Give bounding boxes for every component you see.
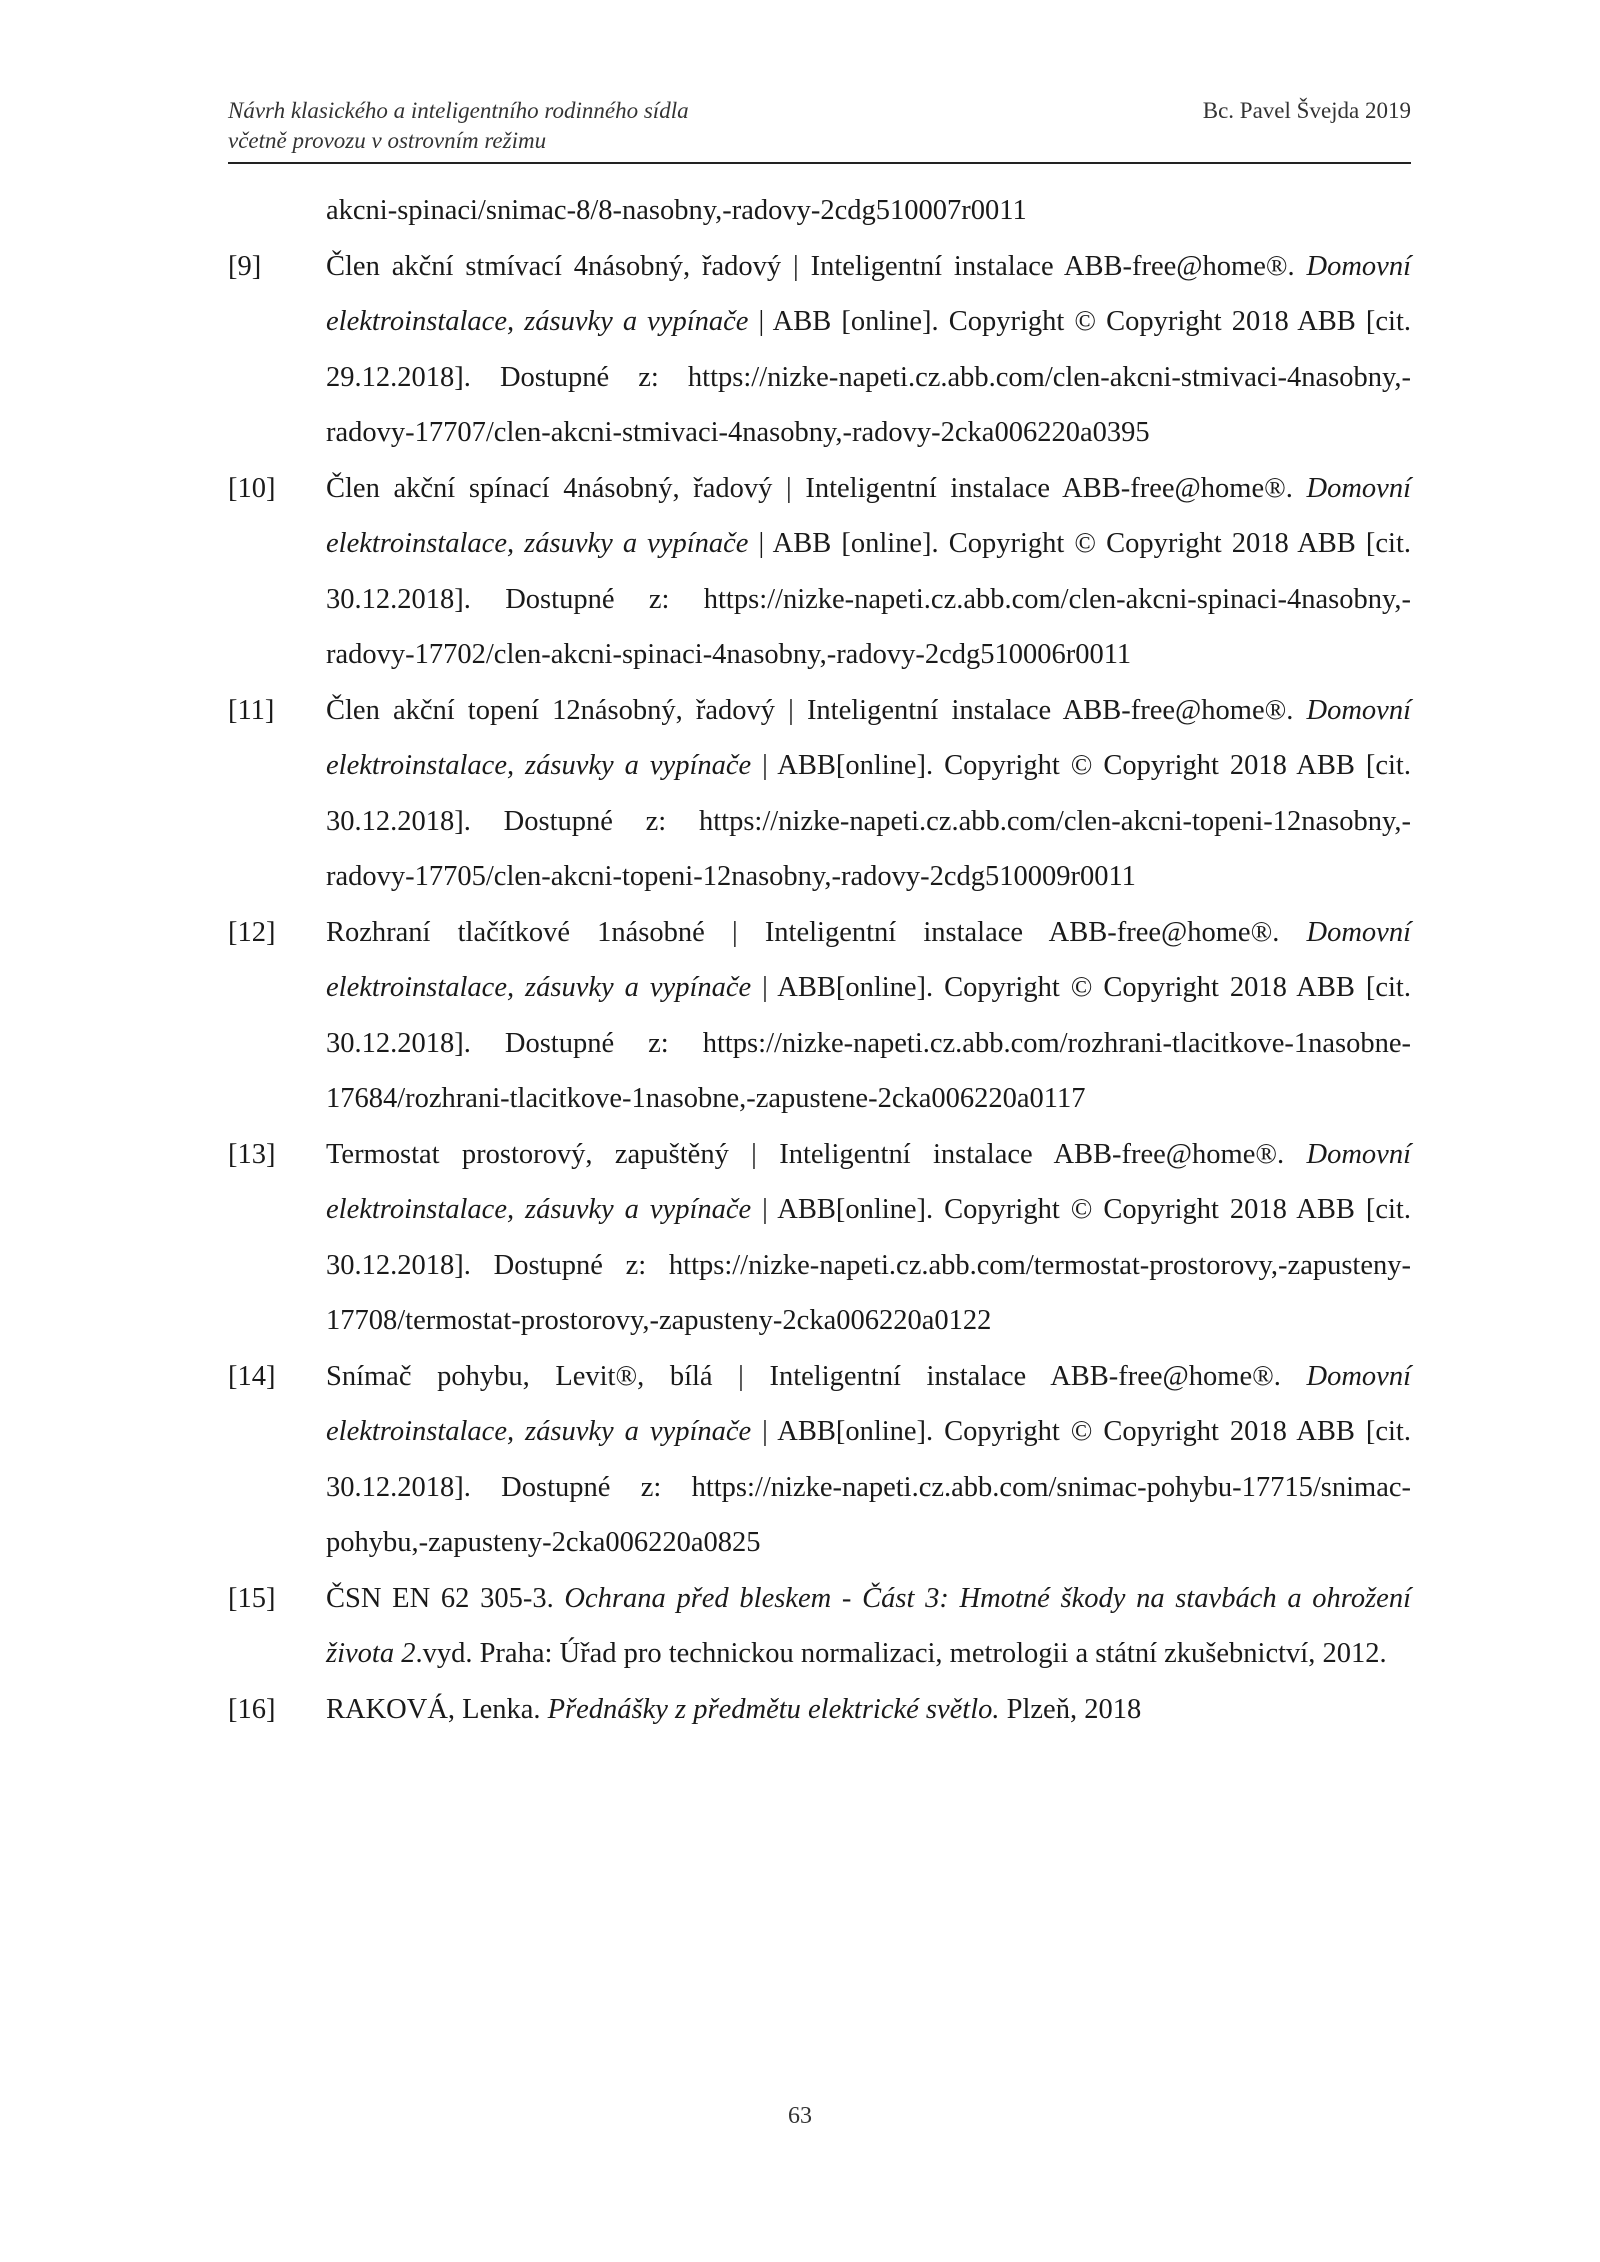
reference-text-plain: ČSN EN 62 305-3. [326,1582,565,1614]
reference-number: [13] [228,1138,276,1170]
reference-text-plain: | ABB [online]. Copyright © Copyright 2018 ABB [cit. 30.12.2018]. Dostupné z: https://nizke-napeti.cz.abb.com/clen-akcni-spinaci-4nasobny,-radovy-17702/clen-akcni-spinaci-4nasobny,-radovy-2cdg510006r0011 [326,528,1411,670]
reference-text-plain: Snímač pohybu, Levit®, bílá | Inteligentní instalace ABB-free@home®. [326,1360,1307,1392]
reference-number: [12] [228,916,276,948]
reference-text-italic: Ochrana před bleskem - Část 3: Hmotné škody na stavbách a ohrožení života 2 [326,1582,1411,1669]
reference-text-plain: Rozhraní tlačítkové 1násobné | Inteligentní instalace ABB-free@home®. [326,916,1307,948]
reference-text-plain: Člen akční topení 12násobný, řadový | Inteligentní instalace ABB-free@home®. [326,694,1307,726]
reference-entry [228,905,1411,1127]
reference-entry [228,683,1411,905]
reference-number: [10] [228,472,276,504]
document-title-line-2: včetně provozu v ostrovním režimu [228,128,547,153]
reference-text [326,683,1411,905]
reference-text-plain: | ABB [online]. Copyright © Copyright 2018 ABB [cit. 29.12.2018]. Dostupné z: https://nizke-napeti.cz.abb.com/clen-akcni-stmivaci-4nasobny,-radovy-17707/clen-akcni-stmivaci-4nasobny,-radovy-2cka006220a0395 [326,306,1411,448]
reference-text-plain: | ABB[online]. Copyright © Copyright 2018 ABB [cit. 30.12.2018]. Dostupné z: https://nizke-napeti.cz.abb.com/termostat-prostorovy,-zapusteny-17708/termostat-prostorovy,-zapusteny-2cka006220a0122 [326,1194,1411,1336]
reference-text [326,1571,1411,1682]
reference-text-plain: Člen akční stmívací 4násobný, řadový | Inteligentní instalace ABB-free@home®. [326,250,1307,282]
reference-number: [11] [228,694,275,726]
reference-text-italic: Domovní elektroinstalace, zásuvky a vypínače [326,1138,1411,1225]
reference-text-plain: Plzeň, 2018 [999,1693,1142,1725]
reference-text [326,1127,1411,1349]
reference-continuation: akcni-spinaci/snimac-8/8-nasobny,-radovy-2cdg510007r0011 [326,195,1027,226]
reference-entries [228,239,1411,1738]
reference-entry [228,461,1411,683]
reference-text [326,905,1411,1127]
reference-text [326,461,1411,683]
reference-text [326,239,1411,461]
reference-entry [228,239,1411,461]
reference-entry [228,1682,1411,1738]
reference-text [326,1349,1411,1571]
reference-text-italic: Domovní elektroinstalace, zásuvky a vypínače [326,250,1411,337]
page-number: 63 [788,2103,812,2129]
reference-text-plain: RAKOVÁ, Lenka. [326,1693,548,1725]
reference-number: [14] [228,1360,276,1392]
page-header [228,96,1411,164]
reference-text-plain: | ABB[online]. Copyright © Copyright 2018 ABB [cit. 30.12.2018]. Dostupné z: https://nizke-napeti.cz.abb.com/clen-akcni-topeni-12nasobny,-radovy-17705/clen-akcni-topeni-12nasobny,-radovy-2cdg510009r0011 [326,750,1411,892]
reference-text-plain: .vyd. Praha: Úřad pro technickou normalizaci, metrologii a státní zkušebnictví, 2012. [415,1638,1387,1669]
reference-text-italic: Přednášky z předmětu elektrické světlo. [547,1693,1000,1725]
reference-text-plain: Člen akční spínací 4násobný, řadový | Inteligentní instalace ABB-free@home®. [326,472,1307,504]
reference-number: [15] [228,1582,276,1614]
reference-number: [16] [228,1693,276,1725]
reference-text [326,1682,1411,1738]
document-title [228,96,689,156]
reference-entry [228,1349,1411,1571]
document-title-line-1: Návrh klasického a inteligentního rodinného sídla [228,98,689,123]
reference-text-italic: Domovní elektroinstalace, zásuvky a vypínače [326,1360,1411,1447]
author-year: Bc. Pavel Švejda 2019 [1202,98,1411,123]
reference-entry [228,1571,1411,1682]
reference-text-italic: Domovní elektroinstalace, zásuvky a vypínače [326,694,1411,781]
reference-text-plain: Termostat prostorový, zapuštěný | Inteligentní instalace ABB-free@home®. [326,1138,1307,1170]
reference-text-plain: | ABB[online]. Copyright © Copyright 2018 ABB [cit. 30.12.2018]. Dostupné z: https://nizke-napeti.cz.abb.com/snimac-pohybu-17715/snimac-pohybu,-zapusteny-2cka006220a0825 [326,1416,1411,1558]
reference-text-plain: | ABB[online]. Copyright © Copyright 2018 ABB [cit. 30.12.2018]. Dostupné z: https://nizke-napeti.cz.abb.com/rozhrani-tlacitkove-1nasobne-17684/rozhrani-tlacitkove-1nasobne,-zapustene-2cka006220a0117 [326,972,1411,1114]
reference-text-italic: Domovní elektroinstalace, zásuvky a vypínače [326,916,1411,1003]
reference-list [228,183,1411,1737]
reference-text-italic: Domovní elektroinstalace, zásuvky a vypínače [326,472,1411,559]
reference-entry [228,1127,1411,1349]
reference-number: [9] [228,250,262,282]
